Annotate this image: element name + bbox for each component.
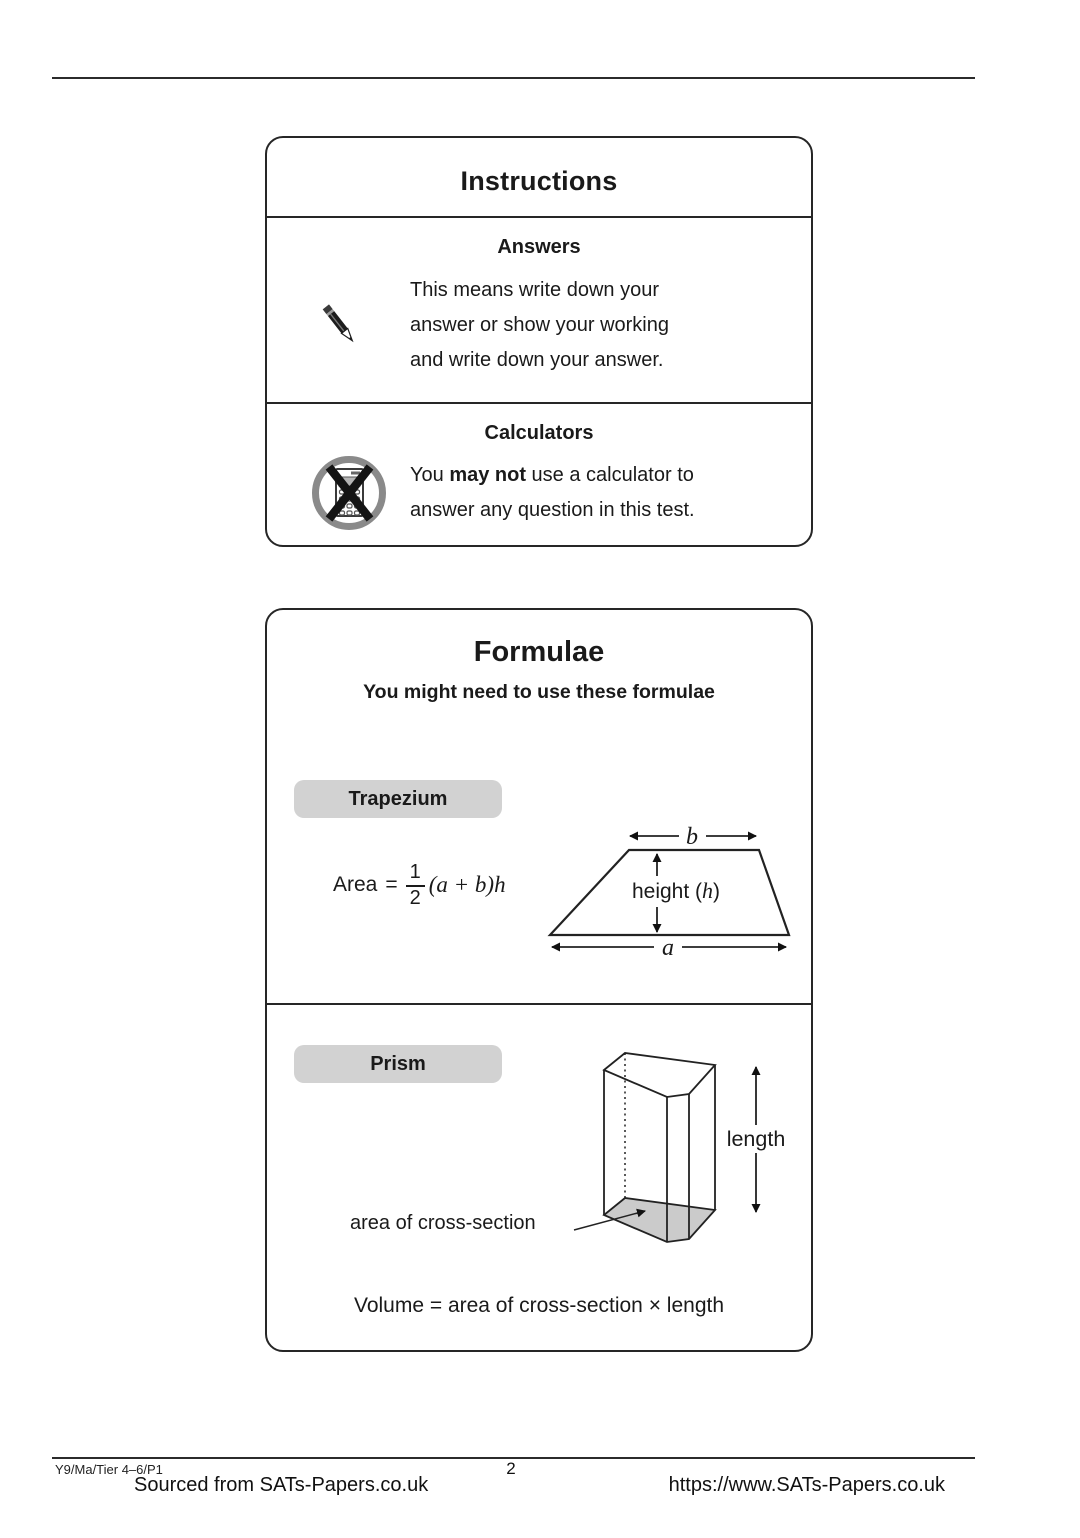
formulae-title: Formulae [473,636,605,668]
formula-equals: = [385,873,398,896]
a-label: a [662,935,674,960]
prism-cross-section-face [604,1198,715,1242]
calc-text-post: use a calculator to [526,464,694,486]
page-number: 2 [506,1459,516,1478]
formula-lhs: Area [333,873,378,896]
answers-line: answer or show your working [410,314,669,336]
trapezium-formula [333,854,506,916]
instructions-box [265,136,813,547]
formulae-divider [267,1003,811,1005]
fraction-numerator: 1 [406,862,425,887]
prism-diagram [557,1040,807,1270]
answers-line: and write down your answer. [410,349,664,371]
trapezium-label: Trapezium [294,780,502,818]
footer-url-link[interactable]: https://www.SATs-Papers.co.uk [668,1474,945,1496]
prism-top-face [604,1053,715,1097]
answers-text [410,273,669,378]
fraction-denominator: 2 [409,886,421,909]
formulae-subtitle: You might need to use these formulae [363,681,715,703]
calculators-heading: Calculators [484,422,594,444]
paper-code: Y9/Ma/Tier 4–6/P1 [55,1462,163,1477]
calculators-text [410,458,695,528]
answers-line: This means write down your [410,279,659,301]
prism-label: Prism [294,1045,502,1083]
cross-section-label: area of cross-section [350,1212,536,1234]
b-label: b [686,824,698,850]
instructions-title: Instructions [460,166,618,196]
calculators-line-1 [410,458,695,493]
formula-rhs: (a + b)h [428,872,506,897]
formulae-box [265,608,813,1352]
pencil-icon [317,298,363,357]
height-label: height (h) [631,878,721,903]
volume-formula: Volume = area of cross-section × length [353,1294,725,1317]
trapezium-diagram [540,820,810,965]
formula-fraction [406,862,425,909]
instructions-divider-2 [267,402,811,404]
sourced-from-link[interactable]: Sourced from SATs-Papers.co.uk [134,1474,429,1496]
answers-heading: Answers [497,236,581,258]
length-label: length [726,1127,786,1151]
calc-text-bold: may not [449,464,526,486]
no-calculator-icon [309,453,389,538]
calculators-line-2: answer any question in this test. [410,499,695,521]
calc-text-pre: You [410,464,450,486]
instructions-divider-1 [267,216,811,218]
top-rule [52,77,975,79]
